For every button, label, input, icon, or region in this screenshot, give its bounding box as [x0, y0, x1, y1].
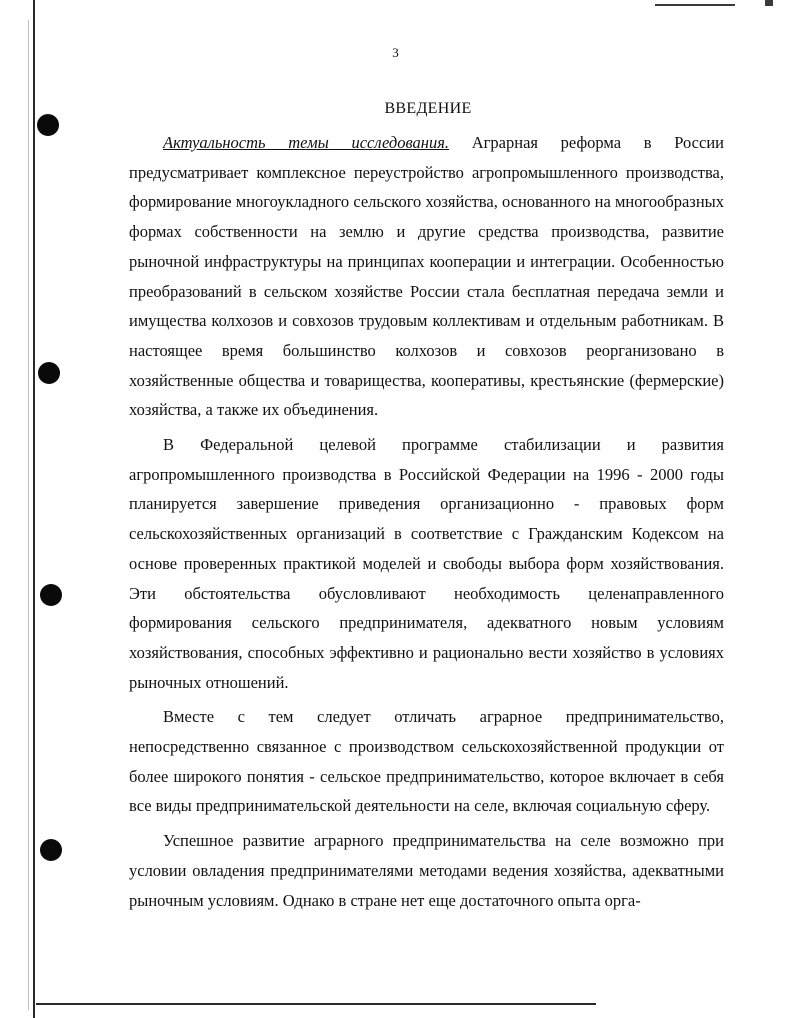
paragraph: Вместе с тем следует отличать аграрное предпринимательство, непосредственно связанное с производством сельскохозяйственной продукции от более широкого понятия - сельское предпринимательство, которое включает в себя все виды предпринимательской деятельности на селе, включая социальную сферу.: [129, 707, 724, 816]
page-title: ВВЕДЕНИЕ: [384, 100, 472, 117]
punch-hole-icon: [38, 362, 60, 384]
scan-corner-mark: [765, 0, 773, 6]
scan-edge-shadow: [28, 20, 29, 1010]
document-body: [129, 128, 724, 915]
page-number: 3: [392, 45, 399, 60]
scan-left-border: [33, 0, 35, 1018]
punch-hole-icon: [40, 584, 62, 606]
paragraph: Успешное развитие аграрного предпринимательства на селе возможно при условии овладения предпринимателями методами ведения хозяйства, адекватными рыночным условиям. Однако в стране нет еще достаточного опыта орга-: [129, 831, 724, 910]
scan-bottom-border: [36, 1003, 596, 1005]
paragraph: В Федеральной целевой программе стабилизации и развития агропромышленного производства в Российской Федерации на 1996 - 2000 годы планируется завершение приведения организационно - правовых форм сельскохозяйственных организаций в соответствие с Гражданским Кодексом на основе проверенных практикой моделей и свободы выбора форм хозяйствования. Эти обстоятельства обусловливают необходимость целенаправленного формирования сельского предпринимателя, адекватного новым условиям хозяйствования, способных эффективно и рационально вести хозяйство в условиях рыночных отношений.: [129, 435, 724, 692]
paragraph-lead: Актуальность темы исследования.: [163, 133, 450, 152]
scan-top-border: [655, 4, 735, 6]
paragraph-text: Аграрная реформа в России предусматривает комплексное переустройство агропромышленного производства, формирование многоукладного сельского хозяйства, основанного на многообразных формах собственности на землю и другие средства производства, развитие рыночной инфраструктуры на принципах кооперации и интеграции. Особенностью преобразований в сельском хозяйстве России стала бесплатная передача земли и имущества колхозов и совхозов трудовым коллективам и отдельным работникам. В настоящее время большинство колхозов и совхозов реорганизовано в хозяйственные общества и товарищества, кооперативы, крестьянские (фермерские) хозяйства, а также их объединения.: [129, 133, 724, 420]
punch-hole-icon: [40, 839, 62, 861]
paragraph: [129, 128, 724, 425]
